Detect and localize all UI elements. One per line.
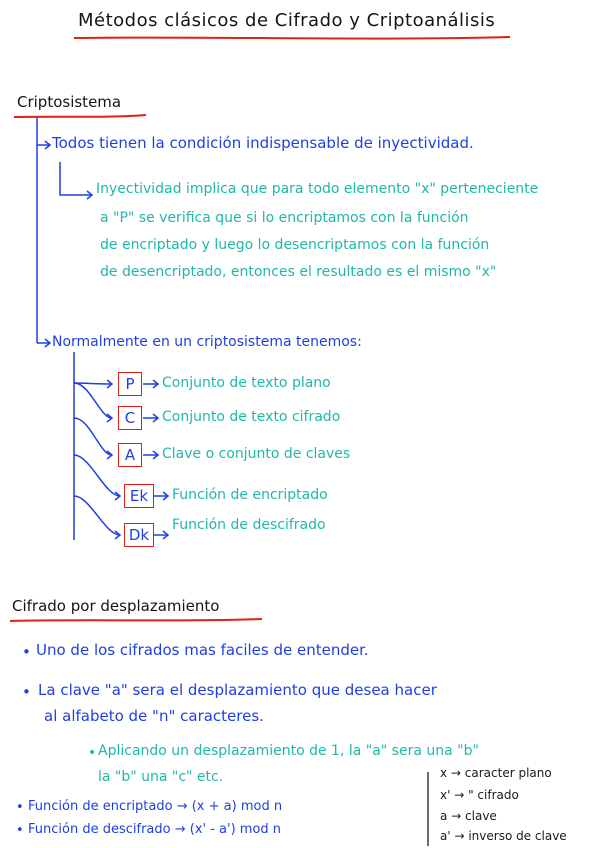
component-desc-a: Clave o conjunto de claves [162, 446, 351, 462]
sub-bullet-line-1: Aplicando un desplazamiento de 1, la "a" sera una "b" [98, 743, 479, 759]
legend-a: a → clave [440, 809, 497, 823]
symbol-box-p: P [118, 372, 142, 396]
dec-dot: • [16, 823, 24, 838]
component-desc-ek: Función de encriptado [172, 487, 328, 503]
normally-text: Normalmente en un criptosistema tenemos: [52, 334, 362, 350]
desplazamiento-heading: Cifrado por desplazamiento [12, 597, 220, 615]
bullet-2-dot: • [22, 683, 31, 701]
component-desc-c: Conjunto de texto cifrado [162, 409, 341, 425]
symbol-box-dk: Dk [124, 523, 154, 547]
symbol-box-a: A [118, 443, 142, 467]
decryption-function: Función de descifrado → (x' - a') mod n [28, 822, 282, 837]
page-title: Métodos clásicos de Cifrado y Criptoanálisis [78, 10, 496, 31]
condition-text: Todos tienen la condición indispensable de inyectividad. [52, 134, 474, 152]
desplazamiento-underline [10, 619, 262, 621]
explanation-line-1: Inyectividad implica que para todo elemento "x" perteneciente [96, 181, 539, 197]
enc-dot: • [16, 800, 24, 815]
bullet-1-text: Uno de los cifrados mas faciles de entender. [36, 641, 369, 659]
explanation-line-4: de desencriptado, entonces el resultado es el mismo "x" [100, 264, 497, 280]
legend-x: x → caracter plano [440, 766, 552, 780]
title-underline [74, 37, 510, 39]
sub-bullet-line-2: la "b" una "c" etc. [98, 769, 224, 785]
symbol-box-c: C [118, 406, 142, 430]
legend-x-prime: x' → " cifrado [440, 788, 519, 802]
legend-a-prime: a' → inverso de clave [440, 829, 567, 843]
bullet-1-dot: • [22, 643, 31, 661]
explanation-line-2: a "P" se verifica que si lo encriptamos con la función [100, 210, 469, 226]
explanation-line-3: de encriptado y luego lo desencriptamos con la función [100, 237, 490, 253]
component-desc-dk: Función de descifrado [172, 517, 326, 533]
criptosistema-underline [14, 115, 146, 117]
bullet-2-line-2: al alfabeto de "n" caracteres. [44, 707, 264, 725]
bullet-2-line-1: La clave "a" sera el desplazamiento que desea hacer [38, 681, 437, 699]
symbol-box-ek: Ek [124, 484, 154, 508]
component-desc-p: Conjunto de texto plano [162, 375, 331, 391]
sub-bullet-dot: • [88, 745, 97, 761]
criptosistema-heading: Criptosistema [17, 93, 122, 111]
encryption-function: Función de encriptado → (x + a) mod n [28, 799, 283, 814]
arrow-explanation [60, 162, 92, 195]
